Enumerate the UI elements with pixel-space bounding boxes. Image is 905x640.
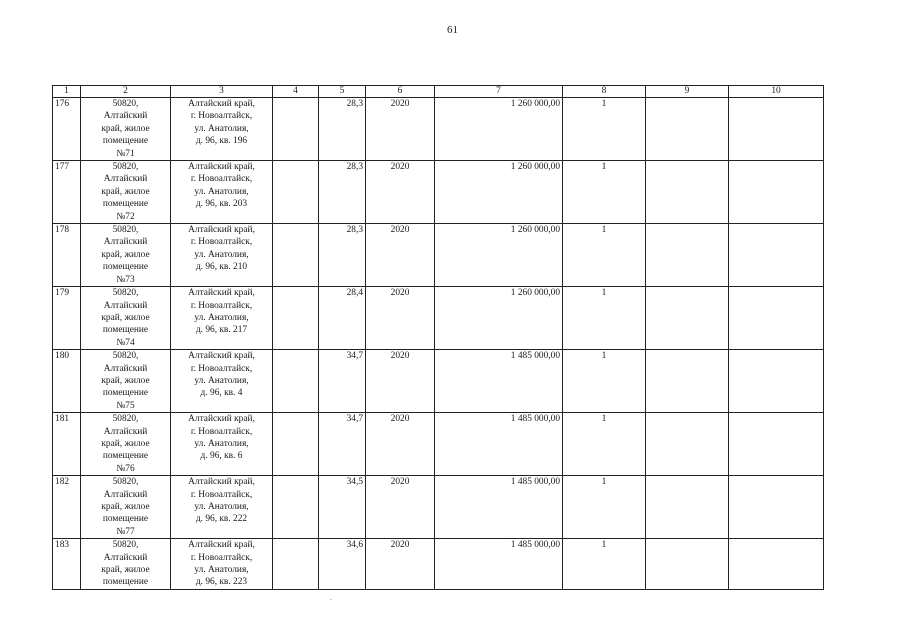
col-9-cell [646,98,729,161]
object-name [81,476,171,539]
object-name-line: 50820, [112,288,139,299]
table-row [53,539,824,590]
price-cell: 1 485 000,00 [435,539,563,590]
object-address-line: д. 96, кв. 196 [195,136,248,147]
object-name-line: №73 [116,274,135,285]
object-name-line: 50820, [112,540,139,551]
price-cell: 1 260 000,00 [435,98,563,161]
object-name-line: край, жилое [101,186,150,197]
object-name-line: помещение [102,514,149,525]
object-address-line: Алтайский край, [188,99,255,109]
object-name-line: край, жилое [101,438,150,449]
object-address-line: д. 96, кв. 4 [200,388,243,399]
object-name [81,98,171,161]
price-cell: 1 260 000,00 [435,224,563,287]
object-address-line: д. 96, кв. 6 [200,451,243,462]
object-name-line: Алтайский [103,111,148,122]
object-address-line: ул. Анатолия, [194,123,249,134]
column-header: 1 [53,86,81,98]
table-row [53,413,824,476]
table-row [53,350,824,413]
object-name [81,350,171,413]
object-name-line: помещение [102,388,149,399]
column-header: 7 [435,86,563,98]
quantity-cell: 1 [563,476,646,539]
object-name-line: №71 [116,148,135,159]
object-name-line: Алтайский [103,489,148,500]
row-number: 178 [53,224,81,287]
object-address-line: г. Новоалтайск, [190,237,253,248]
col-4-cell [273,350,319,413]
object-name [81,539,171,590]
object-name-line: Алтайский [103,237,148,248]
table-row [53,98,824,161]
page-number: 61 [447,24,458,36]
col-9-cell [646,539,729,590]
quantity-cell: 1 [563,413,646,476]
price-cell: 1 260 000,00 [435,161,563,224]
object-address-line: д. 96, кв. 210 [195,262,248,273]
object-name-line: №72 [116,211,135,222]
year-cell: 2020 [366,476,435,539]
object-address [171,350,273,413]
object-address-line: ул. Анатолия, [194,502,249,512]
object-name-line: Алтайский [103,300,148,311]
col-4-cell [273,98,319,161]
col-10-cell [729,98,824,161]
col-4-cell [273,413,319,476]
object-address-line: г. Новоалтайск, [190,111,253,122]
object-name-line: помещение [102,451,149,462]
col-4-cell [273,476,319,539]
row-number: 183 [53,539,81,590]
column-header: 3 [171,86,273,98]
table-row [53,224,824,287]
row-number: 180 [53,350,81,413]
col-4-cell [273,161,319,224]
year-cell: 2020 [366,413,435,476]
object-name-line: №75 [116,400,135,411]
col-9-cell [646,161,729,224]
object-address-line: Алтайский край, [188,288,255,299]
table-body [53,98,824,590]
object-address-line: д. 96, кв. 223 [195,577,248,588]
object-name-line: 50820, [112,414,139,425]
col-4-cell [273,287,319,350]
object-name [81,413,171,476]
column-header: 8 [563,86,646,98]
table-row [53,476,824,539]
object-name-line: 50820, [112,225,139,236]
object-name-line: 50820, [112,351,139,362]
object-name-line: №77 [116,526,135,537]
object-name-line: край, жилое [101,123,150,134]
year-cell: 2020 [366,350,435,413]
year-cell: 2020 [366,161,435,224]
object-address-line: г. Новоалтайск, [190,363,253,374]
quantity-cell: 1 [563,161,646,224]
col-10-cell [729,539,824,590]
col-10-cell [729,161,824,224]
object-name-line: помещение [102,325,149,336]
object-name-line: 50820, [112,162,139,173]
quantity-cell: 1 [563,539,646,590]
object-name [81,161,171,224]
area-cell: 34,5 [319,476,366,539]
row-number: 182 [53,476,81,539]
col-4-cell [273,539,319,590]
object-name-line: Алтайский [103,552,148,563]
price-cell: 1 260 000,00 [435,287,563,350]
object-address-line: д. 96, кв. 217 [195,325,248,336]
col-10-cell [729,350,824,413]
object-name-line: Алтайский [103,426,148,437]
price-cell: 1 485 000,00 [435,476,563,539]
column-header: 9 [646,86,729,98]
property-registry-table [52,85,824,590]
year-cell: 2020 [366,98,435,161]
col-9-cell [646,413,729,476]
row-number: 181 [53,413,81,476]
object-name-line: помещение [102,577,149,588]
quantity-cell: 1 [563,287,646,350]
object-name-line: помещение [102,136,149,147]
header-row [53,86,824,98]
table-row [53,287,824,350]
object-address [171,287,273,350]
object-address-line: г. Новоалтайск, [190,174,253,185]
column-header: 4 [273,86,319,98]
object-name-line: №76 [116,463,135,474]
col-4-cell [273,224,319,287]
object-address-line: Алтайский край, [188,540,255,551]
object-address-line: д. 96, кв. 203 [195,199,248,210]
object-address-line: ул. Анатолия, [194,565,249,576]
col-10-cell [729,287,824,350]
col-9-cell [646,350,729,413]
object-address-line: г. Новоалтайск, [190,300,253,311]
object-address-line: ул. Анатолия, [194,312,249,323]
col-9-cell [646,287,729,350]
column-header: 2 [81,86,171,98]
object-address-line: г. Новоалтайск, [190,552,253,563]
object-address-line: г. Новоалтайск, [190,426,253,437]
table-row [53,161,824,224]
object-address-line: Алтайский край, [188,225,255,236]
quantity-cell: 1 [563,98,646,161]
col-10-cell [729,476,824,539]
object-name-line: №74 [116,337,135,348]
year-cell: 2020 [366,539,435,590]
object-name-line: помещение [102,262,149,273]
object-address-line: ул. Анатолия, [194,375,249,386]
object-name-line: помещение [102,199,149,210]
area-cell: 28,3 [319,98,366,161]
column-header: 10 [729,86,824,98]
col-10-cell [729,224,824,287]
area-cell: 34,6 [319,539,366,590]
object-address [171,413,273,476]
area-cell: 34,7 [319,350,366,413]
area-cell: 28,3 [319,161,366,224]
year-cell: 2020 [366,287,435,350]
object-name-line: 50820, [112,99,139,109]
object-name [81,287,171,350]
year-cell: 2020 [366,224,435,287]
area-cell: 28,4 [319,287,366,350]
object-address-line: Алтайский край, [188,477,255,488]
object-address [171,476,273,539]
quantity-cell: 1 [563,350,646,413]
column-header: 5 [319,86,366,98]
col-10-cell [729,413,824,476]
object-address-line: ул. Анатолия, [194,438,249,449]
object-name-line: край, жилое [101,565,150,576]
col-9-cell [646,224,729,287]
quantity-cell: 1 [563,224,646,287]
object-name-line: Алтайский [103,174,148,185]
col-9-cell [646,476,729,539]
object-address-line: Алтайский край, [188,414,255,425]
object-name-line: Алтайский [103,363,148,374]
object-address-line: ул. Анатолия, [194,186,249,197]
object-address-line: г. Новоалтайск, [190,489,253,500]
area-cell: 34,7 [319,413,366,476]
object-name-line: край, жилое [101,312,150,323]
object-name-line: край, жилое [101,249,150,260]
stray-mark: . [330,593,332,602]
object-address-line: Алтайский край, [188,162,255,173]
object-address [171,224,273,287]
row-number: 177 [53,161,81,224]
object-address-line: Алтайский край, [188,351,255,362]
object-name-line: 50820, [112,477,139,488]
row-number: 179 [53,287,81,350]
column-header: 6 [366,86,435,98]
object-address-line: ул. Анатолия, [194,249,249,260]
object-name-line: край, жилое [101,502,150,512]
row-number: 176 [53,98,81,161]
price-cell: 1 485 000,00 [435,413,563,476]
object-address [171,98,273,161]
price-cell: 1 485 000,00 [435,350,563,413]
object-address-line: д. 96, кв. 222 [195,514,248,525]
object-address [171,161,273,224]
object-name [81,224,171,287]
area-cell: 28,3 [319,224,366,287]
object-name-line: край, жилое [101,375,150,386]
object-address [171,539,273,590]
